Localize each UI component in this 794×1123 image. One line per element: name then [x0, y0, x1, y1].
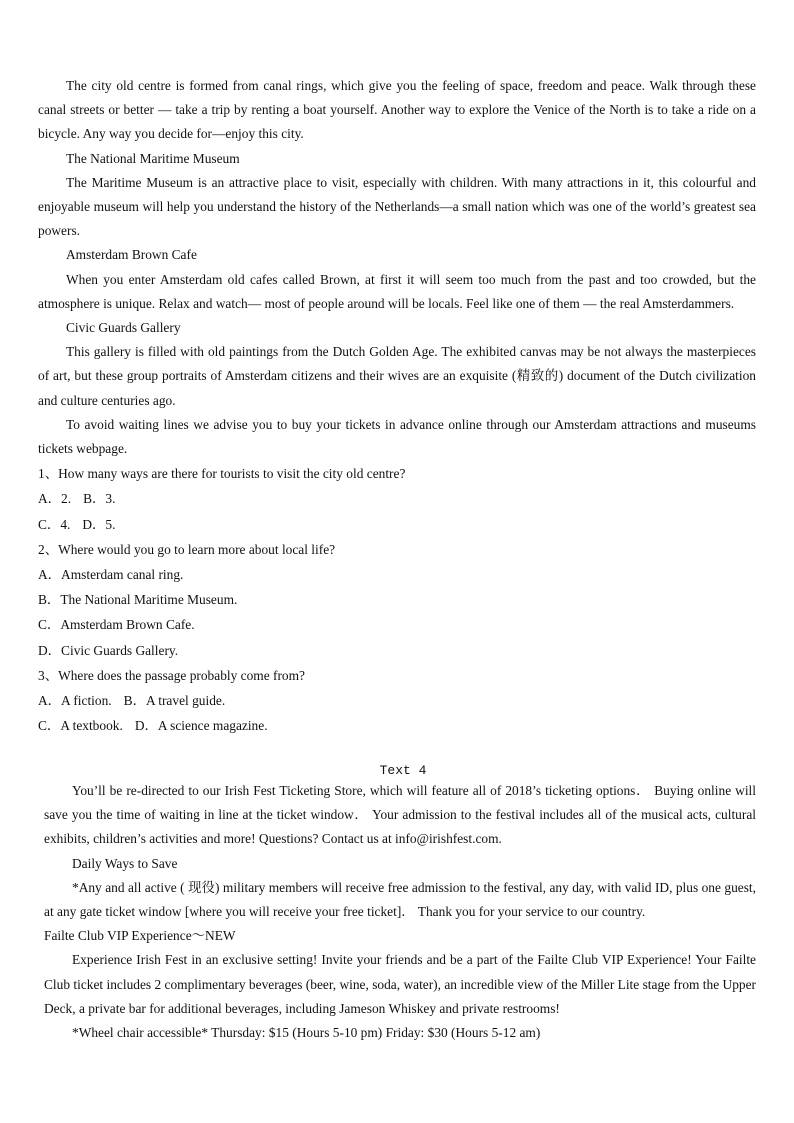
- option-row: [38, 486, 756, 511]
- question-stem: 2、Where would you go to learn more about local life?: [38, 541, 336, 557]
- option-b[interactable]: B．The National Maritime Museum.: [38, 592, 238, 608]
- option-row: [38, 688, 756, 713]
- option-a[interactable]: A．A fiction.: [38, 693, 112, 709]
- passage-intro: The city old centre is formed from canal rings, which give you the feeling of space, freedom and peace. Walk through these canal streets or better — take a trip by renting a boat yourself. Another way to explore the Venice of the North is to take a ride on a bicycle. Any way you decide for—enjoy this city.: [38, 78, 756, 142]
- option-a[interactable]: A．Amsterdam canal ring.: [38, 567, 184, 583]
- question-stem: 3、Where does the passage probably come from?: [38, 667, 305, 683]
- option-d[interactable]: D．5.: [82, 516, 116, 532]
- daily-ways-body: *Any and all active ( 现役) military members will receive free admission to the festival, any day, with valid ID, plus one guest, at any gate ticket window [where you will receive your free ticket]． Thank you for your service to our country.: [44, 879, 756, 920]
- section-body-brown-cafe: When you enter Amsterdam old cafes called Brown, at first it will seem too much from the past and too crowded, but the atmosphere is unique. Relax and watch— most of people around will be locals. Feel like one of them — the real Amsterdammers.: [38, 271, 756, 311]
- daily-ways-title: Daily Ways to Save: [72, 855, 178, 871]
- option-d[interactable]: D．Civic Guards Gallery.: [38, 642, 179, 658]
- section-body-maritime-museum: The Maritime Museum is an attractive place to visit, especially with children. With many attractions in it, this colourful and enjoyable museum will help you understand the history of the Netherlands—a small nation which was one of the world’s greatest sea powers.: [38, 174, 756, 239]
- section-title-brown-cafe: Amsterdam Brown Cafe: [66, 247, 197, 263]
- passage-closing: To avoid waiting lines we advise you to buy your tickets in advance online through our Amsterdam attractions and museums tickets webpage.: [38, 416, 756, 457]
- option-row: [38, 713, 756, 738]
- text-4-title: Text 4: [379, 763, 427, 778]
- option-c[interactable]: C．4.: [38, 516, 71, 532]
- passage-3: [38, 74, 756, 738]
- option-a[interactable]: A．2.: [38, 491, 72, 507]
- option-d[interactable]: D．A science magazine.: [134, 718, 268, 734]
- question-3: [38, 663, 756, 739]
- vip-experience-note: *Wheel chair accessible* Thursday: $15 (Hours 5-10 pm) Friday: $30 (Hours 5-12 am): [72, 1025, 541, 1041]
- vip-experience-title: Failte Club VIP Experience～NEW: [44, 928, 236, 944]
- question-stem: 1、How many ways are there for tourists to visit the city old centre?: [38, 466, 406, 482]
- option-row: [38, 512, 756, 537]
- option-c[interactable]: C．Amsterdam Brown Cafe.: [38, 617, 195, 633]
- text-4-intro: You’ll be re-directed to our Irish Fest Ticketing Store, which will feature all of 2018’s ticketing options． Buying online will save you the time of waiting in line at the ticket window． Your admission to the festival includes all of the musical acts, cultural exhibits, children’s activities and more! Questions? Contact us at info@irishfest.com.: [44, 783, 756, 847]
- section-title-civic-guards-gallery: Civic Guards Gallery: [66, 320, 181, 336]
- option-b[interactable]: B．3.: [83, 491, 116, 507]
- section-body-civic-guards-gallery: This gallery is filled with old paintings from the Dutch Golden Age. The exhibited canvas may be not always the masterpieces of art, but these group portraits of Amsterdam citizens and their wives are an exquisite (精致的) document of the Dutch civilization and culture centuries ago.: [38, 344, 756, 408]
- vip-experience-body: Experience Irish Fest in an exclusive setting! Invite your friends and be a part of the Failte Club VIP Experience! Your Failte Club ticket includes 2 complimentary beverages (beer, wine, soda, water), an incredible view of the Miller Lite stage from the Upper Deck, a private bar for additional beverages, including Jameson Whiskey and private restrooms!: [44, 952, 756, 1016]
- option-c[interactable]: C．A textbook.: [38, 718, 123, 734]
- section-title-maritime-museum: The National Maritime Museum: [66, 150, 240, 166]
- question-2: [38, 537, 756, 663]
- option-b[interactable]: B．A travel guide.: [123, 693, 226, 709]
- question-1: [38, 461, 756, 537]
- text-4: [44, 762, 756, 1045]
